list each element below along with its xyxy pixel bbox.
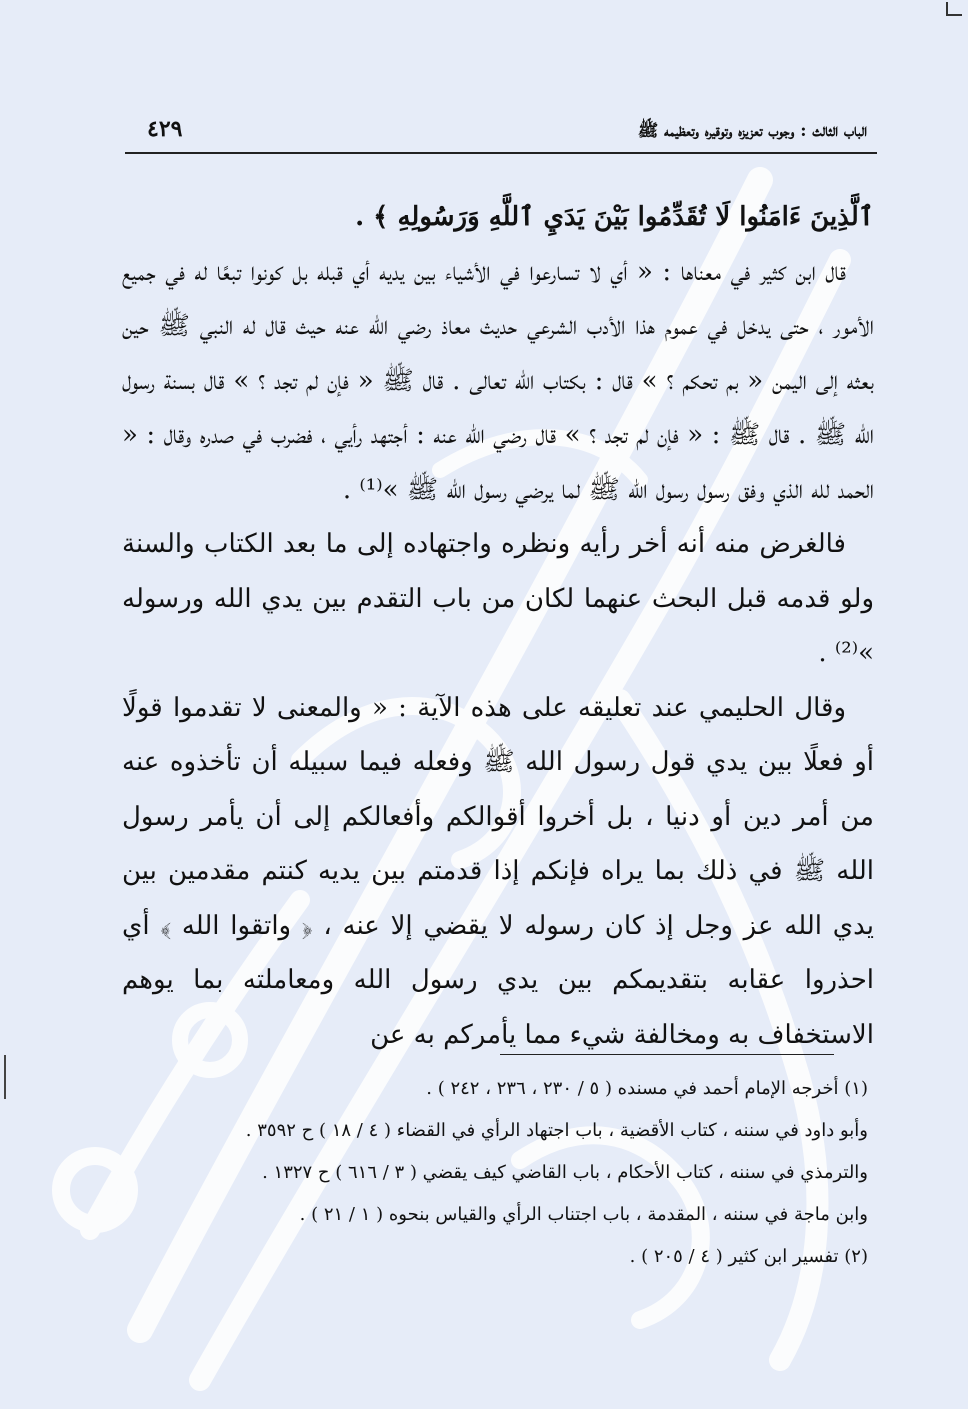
footnote-2: (٢) تفسير ابن كثير ( ٤ / ٢٠٥ ) . — [629, 1246, 868, 1267]
scan-corner-mark — [946, 2, 962, 16]
main-text — [122, 190, 874, 1062]
paragraph-halimi: وقال الحليمي عند تعليقه على هذه الآية : « والمعنى لا تقدموا قولًا أو فعلًا بين يدي قول رسول الله ﷺ وفعله فيما سبيله أن تأخذوه عنه من أمر دين أو دنيا ، بل أخروا أقوالكم وأفعالكم إلى أن يأمر رسول الله ﷺ في ذلك بما يراه فإنكم إذا قدمتم بين يديه كنتم مقدمين بين يدي الله عز وجل إذ كان رسوله لا يقضي إلا عنه ، ﴿ واتقوا الله ﴾ أي احذروا عقابه بتقديمكم بين يدي رسول الله ومعاملته بما يوهم الاستخفاف به ومخالفة شيء مما يأمركم به عن — [122, 692, 874, 1050]
page-header — [125, 112, 877, 154]
verse-continuation: ٱلَّذِينَ ءَامَنُوا لَا تُقَدِّمُوا بَيْنَ يَدَيِ ٱللَّهِ وَرَسُولِهِ ﴾ . — [355, 202, 874, 232]
footnotes — [120, 1068, 868, 1278]
running-title: الباب الثالث : وجوب تعزيزه وتوقيره وتعظيمه ﷺ — [637, 121, 867, 141]
footnote-1: (١) أخرجه الإمام أحمد في مسنده ( ٥ / ٢٣٠ ، ٢٣٦ ، ٢٤٢ ) . — [426, 1078, 868, 1099]
page-number: ٤٢٩ — [147, 116, 183, 142]
scan-margin-mark — [4, 1055, 6, 1099]
paragraph-purpose: فالغرض منه أنه أخر رأيه ونظره واجتهاده إلى ما بعد الكتاب والسنة ولو قدمه قبل البحث عنهما لكان من باب التقدم بين يدي الله ورسوله »⁽²⁾ . — [122, 529, 874, 668]
footnote-separator — [500, 1054, 834, 1055]
footnote-1-ibn-majah: وابن ماجة في سننه ، المقدمة ، باب اجتناب الرأي والقياس بنحوه ( ١ / ٢١ ) . — [299, 1204, 868, 1225]
footnote-1-abu-dawud: وأبو داود في سننه ، كتاب الأقضية ، باب اجتهاد الرأي في القضاء ( ٤ / ١٨ ) ح ٣٥٩٢ . — [245, 1120, 868, 1141]
paragraph-ibn-kathir: قال ابن كثير في معناها : « أي لا تسارعوا في الأشياء بين يديه أي قبله بل كونوا تبعًا له في جميع الأمور ، حتى يدخل في عموم هذا الأدب الشرعي حديث معاذ رضي الله عنه حيث قال له النبي ﷺ حين بعثه إلى اليمن « بم تحكم ؟ » قال : بكتاب الله تعالى . قال ﷺ « فإن لم تجد ؟ » قال بسنة رسول الله ﷺ . قال ﷺ : « فإن لم تجد ؟ » قال رضي الله عنه : أجتهد رأيي ، فضرب في صدره وقال : « الحمد لله الذي وفق رسول رسول الله ﷺ لما يرضي رسول الله ﷺ »⁽¹⁾ . — [122, 256, 874, 505]
footnote-1-tirmidhi: والترمذي في سننه ، كتاب الأحكام ، باب القاضي كيف يقضي ( ٣ / ٦١٦ ) ح ١٣٢٧ . — [262, 1162, 868, 1183]
